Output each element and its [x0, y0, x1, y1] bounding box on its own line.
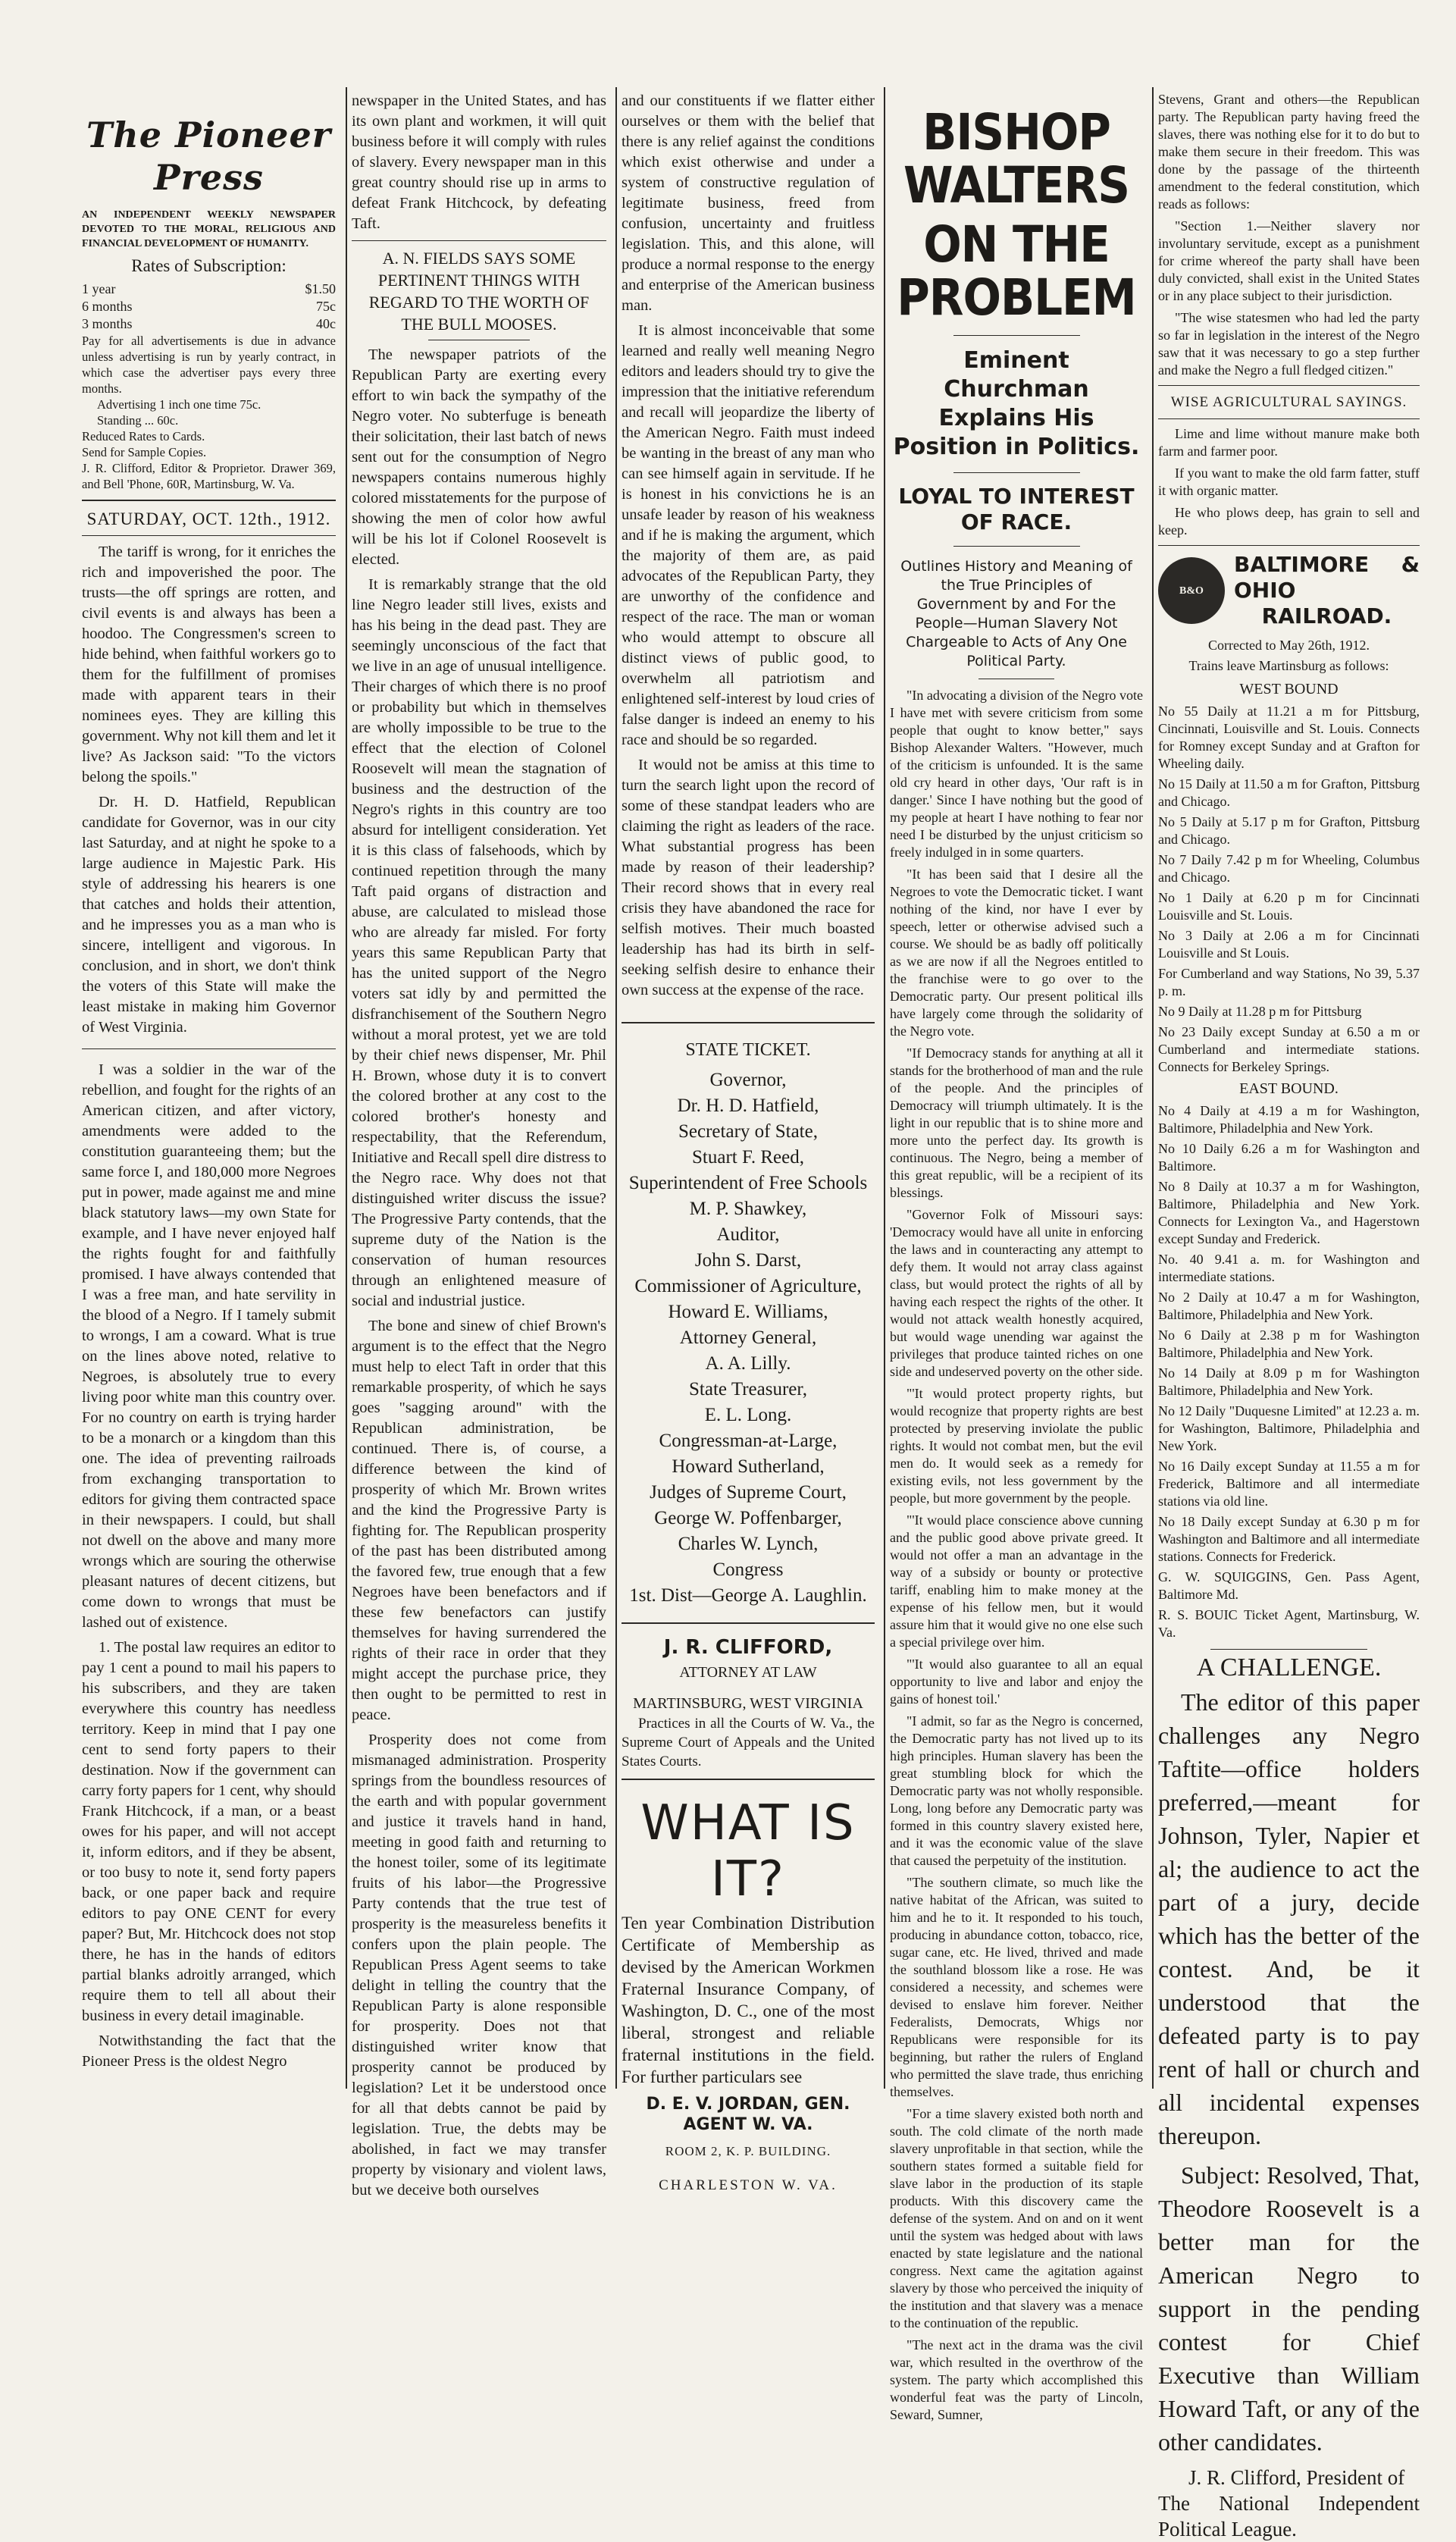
rate-row: 3 months 40c	[82, 316, 336, 331]
column-2	[352, 91, 606, 2199]
masthead: The Pioneer Press	[86, 114, 331, 198]
article-paragraph: "'It would also guarantee to all an equal opportunity to live and labor and enjoy the gains of honest toil.'	[890, 1657, 1143, 1707]
article-paragraph: "'It would place conscience above cunning and the public good above private greed. It would not offer a man an advantage in the way of a subsidy or bounty or protective tariff, enabling him to make money at the expense of his fellow men, but it would assure him that it would give no one else such a special privilege over him.	[890, 1512, 1143, 1650]
clifford-title: ATTORNEY AT LAW	[679, 1664, 817, 1681]
train-entry: No 9 Daily at 11.28 p m for Pittsburg	[1158, 1004, 1362, 1019]
ticket-line: Judges of Supreme Court,	[650, 1482, 847, 1503]
ticket-line: Superintendent of Free Schools	[628, 1173, 868, 1193]
ticket-line: Congressman-at-Large,	[659, 1431, 838, 1451]
editor-line: J. R. Clifford, Editor & Proprietor. Drawer 369, and Bell 'Phone, 60R, Martinsburg, W. Va.	[82, 461, 336, 491]
state-ticket-list	[622, 1067, 875, 1609]
article-paragraph: Prosperity does not come from mismanaged administration. Prosperity springs from the boundless resources of the earth and with popular government and justice it travels hand in hand, meeting in good faith and returning to the honest toiler, some of its legitimate fruits of his labor—the Progressive Party contends that the true test of prosperity is the measureless benefits it confers upon the plain people. The Republican Press Agent seems to take delight in telling the country that the Republican Party is alone responsible for prosperity. Does not that distinguished writer know that prosperity cannot be produced by legislation? Let it be understood once for all that debts cannot be paid by legislation. True, the debts may be abolished, in fact we may transfer property by visionary and violent laws, but we deceive both ourselves	[352, 1732, 606, 2199]
train-entry: No 2 Daily at 10.47 a m for Washington, Baltimore, Philadelphia and New York.	[1158, 1290, 1420, 1322]
ticket-line: George W. Poffenbarger,	[654, 1508, 842, 1528]
agent-line: R. S. BOUIC Ticket Agent, Martinsburg, W. Va.	[1158, 1607, 1420, 1640]
article-paragraph: It would not be amiss at this time to turn the search light upon the record of some of these standpat leaders who are claiming the right as leaders of the race. What substantial progress has been made by reason of their leadership? Their record shows that in every real crisis they have abandoned the race for selfish motives. Their much boasted leadership has had its birth in self-seeking selfish desire to enhance their own success at the expense of the race.	[622, 757, 875, 998]
editorial-paragraph: Notwithstanding the fact that the Pioneer Press is the oldest Negro	[82, 2033, 336, 2070]
rates-title: Rates of Subscription:	[131, 256, 287, 275]
what-is-it-heading: WHAT IS IT?	[640, 1795, 856, 1907]
train-entry: No 4 Daily at 4.19 a m for Washington, Baltimore, Philadelphia and New York.	[1158, 1103, 1420, 1136]
article-paragraph: "If Democracy stands for anything at all it stands for the brotherhood of man and the rule of the people. And the principles of Democracy will triumph ultimately. It is the light in our republic that is to shine more and more unto the perfect day. Its growth is continuous. The Negro, being a member of this great republic, will be a recipient of its blessings.	[890, 1045, 1143, 1200]
ticket-line: M. P. Shawkey,	[689, 1199, 807, 1219]
ticket-line: John S. Darst,	[694, 1250, 802, 1271]
standing-rate: Standing ... 60c.	[97, 413, 179, 428]
dateline: SATURDAY, OCT. 12th., 1912.	[86, 509, 331, 528]
divider	[622, 1622, 875, 1624]
west-bound-title: WEST BOUND	[1239, 681, 1339, 697]
reduced-rates: Reduced Rates to Cards.	[82, 429, 205, 444]
agent-room: ROOM 2, K. P. BUILDING.	[665, 2144, 831, 2158]
rate-row: 6 months 75c	[82, 299, 336, 314]
column-rule	[884, 87, 885, 2089]
railroad-leave: Trains leave Martinsburg as follows:	[1188, 658, 1389, 673]
saying: Lime and lime without manure make both farm and farmer poor.	[1158, 426, 1420, 459]
railroad-header	[1158, 552, 1420, 629]
challenge-paragraph: The editor of this paper challenges any Negro Taftite—office holders preferred,—meant for Johnson, Tyler, Napier et al; the audience to act the part of a jury, decide which has the better of the contest. And, be it understood that the defeated party is to pay rent of hall or church and all incidental expenses thereupon.	[1158, 1688, 1420, 2149]
article-headline: A. N. FIELDS SAYS SOME PERTINENT THINGS WITH REGARD TO THE WORTH OF THE BULL MOOSES.	[368, 249, 590, 334]
agent-name: D. E. V. JORDAN, GEN. AGENT W. VA.	[646, 2095, 850, 2134]
train-entry: No 8 Daily at 10.37 a m for Washington, Baltimore, Philadelphia and New York. Connects for Lexington Va., and Hagerstown except Sunday and Frederick.	[1158, 1179, 1420, 1246]
article-paragraph: It is remarkably strange that the old line Negro leader still lives, exists and has his being in the dead past. They are seemingly unconscious of the fact that we live in an age of unusual intelligence. Their charges of which there is no proof or probability but which in themselves are wholly impossible to be true to the effect that the election of Colonel Roosevelt will mean the stagnation of business and the destruction of the Negro's rights in this country are too absurd for intelligent consideration. Yet it is this class of falsehoods, which by continued repetition through the many Taft paid organs of distraction and abuse, are calculated to mislead those who are already far misled. For forty years this same Republican Party that has the united support of the Negro voters sat idly by and permitted the disfranchisement of the Southern Negro without a moral protest, yet we are told by their chief news dispenser, Mr. Phil H. Brown, whose duty it is to convert the colored brother at any cost to the colored brother's honesty and respectability, that the Referendum, Initiative and Recall spell dire distress to the Negro race. Why does not that distinguished writer discuss the issue? The Progressive Party contends, that the supreme duty of the Nation is the conservation of human resources through an enlightened measure of social and industrial justice.	[352, 576, 606, 1309]
ticket-line: State Treasurer,	[689, 1379, 807, 1400]
article-paragraph: "For a time slavery existed both north and south. The cold climate of the north made slavery unprofitable in that section, while the southern states formed a suitable field for slave labor in the production of its staple products. With this discovery came the defense of the system. And on and on it went until the system was hedged about with laws enacted by state legislature and the national congress. Next came the agitation against slavery by those who perceived the iniquity of the institution and that slavery was a menace to the continuation of the republic.	[890, 2106, 1143, 2330]
train-entry: No. 40 9.41 a. m. for Washington and intermediate stations.	[1158, 1252, 1420, 1284]
ticket-line: Howard Sutherland,	[672, 1456, 825, 1477]
train-entry: For Cumberland and way Stations, No 39, 5.37 p. m.	[1158, 966, 1420, 998]
sample-copies: Send for Sample Copies.	[82, 445, 207, 459]
ticket-line: E. L. Long.	[704, 1405, 792, 1425]
train-entry: No 5 Daily at 5.17 p m for Grafton, Pittsburg and Chicago.	[1158, 814, 1420, 847]
state-ticket-title: STATE TICKET.	[685, 1040, 811, 1060]
train-entry: No 55 Daily at 11.21 a m for Pittsburg, Cincinnati, Louisville and St. Louis. Connects for Romney except Sunday and at Grafton for Wheeling daily.	[1158, 704, 1420, 771]
clifford-practice: Practices in all the Courts of W. Va., the Supreme Court of Appeals and the United States Courts.	[622, 1716, 875, 1769]
east-bound-list	[1158, 1102, 1420, 1566]
divider	[1158, 545, 1420, 546]
article-paragraph: "The southern climate, so much like the native habitat of the African, was suited to him and he to it. It responded to his touch, producing in abundance cotton, tobacco, rice, sugar cane, etc. He lived, thrived and made the southland blossom like a rose. He was considered a necessity, and schemes were devised to enslave him forever. Neither Federalists, Democrats, Whigs nor Republicans were responsible for its beginning, but rather the rulers of England who permitted the slave trade, thus enriching themselves.	[890, 1875, 1143, 2099]
train-entry: No 12 Daily "Duquesne Limited" at 12.23 a. m. for Washington, Baltimore, Philadelphia and New York.	[1158, 1403, 1420, 1453]
article-paragraph: The newspaper patriots of the Republican Party are exerting every effort to win back the sympathy of the Negro voter. No subterfuge is beneath their solicitation, their last batch of news sent out for the consumption of Negro newspapers contains numerous highly colored misstatements for the purpose of showing the men of color how awful will be his lot if Colonel Roosevelt is elected.	[352, 346, 606, 568]
train-entry: No 18 Daily except Sunday at 6.30 p m for Washington and Baltimore and all intermediate stations. Connects for Frederick.	[1158, 1514, 1420, 1564]
ticket-line: Governor,	[709, 1070, 787, 1090]
headline-line-1: BISHOP WALTERS	[903, 103, 1129, 215]
clifford-name: J. R. CLIFFORD,	[663, 1636, 833, 1659]
ticket-line: A. A. Lilly.	[705, 1353, 791, 1374]
article-continued	[1158, 91, 1420, 379]
rates-list	[82, 281, 336, 333]
sayings-title: WISE AGRICULTURAL SAYINGS.	[1170, 394, 1407, 410]
headline-line-2: ON THE PROBLEM	[897, 215, 1136, 327]
challenge-body	[1158, 1685, 1420, 2459]
divider	[352, 240, 606, 241]
insurance-ad-text: Ten year Combination Distribution Certificate of Membership as devised by the American Workmen Fraternal Insurance Company, of Washington, D. C., one of the most liberal, strongest and reliable fraternal institutions in the field. For further particulars see	[622, 1914, 875, 2086]
article-paragraph: The bone and sinew of chief Brown's argument is to the effect that the Negro must help to elect Taft in order that this remarkable prosperity, of which he says goes "sagging around" with the Republican administration, be continued. There is, of course, a difference between the kind of prosperity of which Mr. Brown writes and the kind the Progressive Party is fighting for. The Republican prosperity of the past has been distributed among the favored few, true enough that a few Negroes have been benefactors and if these few benefactors can justify themselves for having surrendered the rights of their race in order that they might accept the purchase price, they then ought to be permitted to rest in peace.	[352, 1318, 606, 1723]
article-paragraph: "Section 1.—Neither slavery nor involuntary servitude, except as a punishment for crime whereof the party shall have been duly convicted, shall exist in the United States or in any place subject to their jurisdiction.	[1158, 218, 1420, 303]
column-1	[82, 91, 336, 2092]
divider	[82, 1048, 336, 1049]
ticket-line: Auditor,	[716, 1224, 780, 1245]
train-entry: No 23 Daily except Sunday at 6.50 a m or Cumberland and intermediate stations. Connects for Berkeley Springs.	[1158, 1024, 1420, 1074]
ticket-line: Dr. H. D. Hatfield,	[677, 1095, 819, 1116]
train-entry: No 3 Daily at 2.06 a m for Cincinnati Louisville and St Louis.	[1158, 928, 1420, 961]
headline-deck-2: LOYAL TO INTEREST OF RACE.	[898, 484, 1135, 534]
divider	[82, 500, 336, 501]
article-paragraph: "In advocating a division of the Negro vote I have met with severe criticism from some people that ought to know better," says Bishop Alexander Walters. "However, much of the criticism is unfounded. It is the same old cry heard in other days, 'Our raft is in danger.' Since I have nothing but the good of my people at heart I have nothing to fear nor need I be disturbed by the unjust criticism so freely indulged in in some quarters.	[890, 688, 1143, 860]
editorial-paragraph: Dr. H. D. Hatfield, Republican candidate for Governor, was in our city last Saturday, and at night he spoke to a large audience in Majestic Park. His style of addressing his hearers is one that catches and holds their attention, and he impresses you as a man who is sincere, intelligent and vigorous. In conclusion, and in short, we don't think the voters of this State will make the least mistake in making him Governor of West Virginia.	[82, 794, 336, 1036]
divider	[622, 1779, 875, 1780]
column-5	[1158, 91, 1420, 2540]
column-rule	[615, 87, 617, 2089]
west-bound-list	[1158, 703, 1420, 1076]
column-rule	[1152, 87, 1154, 2089]
article-summary: Outlines History and Meaning of the True Principles of Government by and For the People—Human Slavery Not Chargeable to Acts of Any One Political Party.	[900, 558, 1132, 669]
ticket-line: Stuart F. Reed,	[692, 1147, 804, 1168]
column-4	[890, 91, 1143, 2422]
railroad-corrected: Corrected to May 26th, 1912.	[1208, 638, 1370, 653]
train-entry: No 14 Daily at 8.09 p m for Washington Baltimore, Philadelphia and New York.	[1158, 1365, 1420, 1398]
agent-city: CHARLESTON W. VA.	[659, 2177, 838, 2193]
advertising-rate: Advertising 1 inch one time 75c.	[97, 397, 261, 412]
article-paragraph: "'It would protect property rights, but would recognize that property rights are best protected by preserving inviolate the public rights. It would not combat men, but the evil men do. It would seek as a remedy for existing evils, not less government by the people, but more government by the people.	[890, 1386, 1143, 1506]
divider	[1210, 1649, 1367, 1650]
article-paragraph: "The next act in the drama was the civil war, which resulted in the overthrow of the system. The party which accomplished this wonderful feat was the party of Lincoln, Seward, Sumner,	[890, 2337, 1143, 2422]
divider	[953, 546, 1080, 547]
ticket-line: Attorney General,	[679, 1327, 817, 1348]
train-entry: No 16 Daily except Sunday at 11.55 a m for Frederick, Baltimore and all intermediate stations via old line.	[1158, 1459, 1420, 1509]
article-paragraph: "It has been said that I desire all the Negroes to vote the Democratic ticket. I want nothing of the kind, nor have I ever by speech, letter or otherwise advised such a course. We should be as badly off politically as we are now if all the Negroes entitled to the franchise were to go over to the Democratic party. Our present political ills have largely come through the solidarity of the Negro vote.	[890, 867, 1143, 1039]
train-entry: No 7 Daily 7.42 p m for Wheeling, Columbus and Chicago.	[1158, 852, 1420, 885]
rate-row: 1 year $1.50	[82, 281, 336, 296]
article-paragraph: "Governor Folk of Missouri says: 'Democracy would have all unite in enforcing the laws and in counteracting any attempt to defy them. It would not array class against class, but would protect the rights of all by having each respect the rights of the other. It would not attack wealth honestly acquired, but would wage unending war against the privileges that produce tainted riches on one side and undeserved poverty on the other side.	[890, 1207, 1143, 1379]
masthead-description: AN INDEPENDENT WEEKLY NEWSPAPER DEVOTED TO THE MORAL, RELIGIOUS AND FINANCIAL DEVELOPMENT OF HUMANITY.	[82, 209, 336, 249]
divider	[622, 1022, 875, 1023]
article-paragraph: "I admit, so far as the Negro is concerned, the Democratic party has not lived up to its high principles. Human slavery has been the great stumbling block for which the Democratic party was not wholly responsible. Long, long before any Democratic party was formed in this country slavery existed here, and it was the economic value of the slave that caused the perpetuity of the institution.	[890, 1713, 1143, 1868]
article-paragraph: It is almost inconceivable that some learned and really well meaning Negro editors and leaders should try to give the impression that the initiative referendum and recall will jeopardize the liberty of the American Negro. Faith must indeed be wanting in the breast of any man who can see himself again in servitude. If he is honest in his convictions he is an unsafe leader by reason of his weakness and if he is making the argument, which the majority of them are, as paid advocates of the Republican Party, they are unworthy of the confidence and respect of the race. The man or woman who would attempt to obscure all distinct views of public good, to overwhelm all patriotism and enlightened self-interest by loud cries of false danger is indeed an enemy to his race and should be so regarded.	[622, 322, 875, 748]
divider	[1158, 385, 1420, 386]
east-bound-title: EAST BOUND.	[1239, 1080, 1339, 1097]
divider	[953, 335, 1080, 336]
train-entry: No 1 Daily at 6.20 p m for Cincinnati Louisville and St. Louis.	[1158, 890, 1420, 923]
headline-deck: Eminent Churchman Explains His Position in Politics.	[893, 347, 1140, 460]
editorial-paragraph: The tariff is wrong, for it enriches the rich and impoverished the poor. The trusts—the off springs are rotten, and civil events is and always has been a hoodoo. The Congressmen's screen to hide behind, when faithful workers go to them for the fulfillment of promises made with apparent tears in their nominees eyes. They are killing this government. Why not kill them and let it live? As Jackson said: "To the victors belong the spoils."	[82, 544, 336, 785]
column-3	[622, 91, 875, 2193]
railroad-title: BALTIMORE & OHIO RAILROAD.	[1234, 552, 1420, 628]
divider	[82, 535, 336, 536]
article-paragraph: "The wise statesmen who had led the party so far in legislation in the interest of the Negro saw that it was necessary to go a step further and make the Negro a full fledged citizen."	[1158, 310, 1420, 378]
article-body	[890, 687, 1143, 2424]
editorial-paragraph: I was a soldier in the war of the rebellion, and fought for the rights of an American citizen, and after victory, amendments were added to the constitution guaranteeing them; but the same force I, and 180,000 more Negroes put in power, made against me and mine black statutory laws—my own State for example, and I have never enjoyed half the rights fought for and faithfully promised. I have always contended that I was a free man, and hate servility in the blood of a Negro. If I tamely submit to wrongs, I am a coward. What is true on the lines above noted, relative to Negroes, is absolutely true to every living poor white man this country over. For no country on earth is trying harder to be a monarch or a kingdom than this one. The idea of preventing railroads from exchanging transportation to editors for giving them contracted space in their newspapers. I could, but shall not dwell on the above and many more wrongs which are souring the otherwise pleasant natures of decent citizens, but come down to wrongs that must be lashed out of existence.	[82, 1061, 336, 1631]
ticket-line: Commissioner of Agriculture,	[634, 1276, 862, 1296]
agent-line: G. W. SQUIGGINS, Gen. Pass Agent, Baltimore Md.	[1158, 1569, 1420, 1602]
editorial-paragraph: 1. The postal law requires an editor to pay 1 cent a pound to mail his papers to his subscribers, and they are taken everywhere this country has needless territory. Keep in mind that I pay one cent to send forty papers to their destination. Now if the government can carry forty papers for 1 cent, why should Frank Hitchcock, if a man, or a beast owes for his paper, and will not accept it, inform editors, and if they be absent, or too busy to note it, send forty papers back, or one paper back and require editors to pay ONE CENT for every paper? But, Mr. Hitchcock does not stop there, he has in the hands of editors partial blanks adroitly arranged, which require them to tell all about their business in every detail imaginable.	[82, 1639, 336, 2024]
saying: If you want to make the old farm fatter, stuff it with organic matter.	[1158, 465, 1420, 498]
ticket-line: Charles W. Lynch,	[678, 1534, 819, 1554]
state-ticket	[622, 1037, 875, 1609]
divider	[953, 472, 1080, 473]
sayings-list	[1158, 425, 1420, 539]
signature-line: The National Independent Political League.	[1158, 2492, 1420, 2540]
article-paragraph: and our constituents if we flatter either ourselves or them with the belief that there is any relief against the conditions which exist otherwise and under a system of constructive regulation of legitimate business, freed from confusion, uncertainty and fruitless legislation. This, and this alone, will produce a normal response to the energy and enterprise of the American business man.	[622, 92, 875, 314]
ticket-line: Howard E. Williams,	[668, 1302, 828, 1322]
rates-note: Pay for all advertisements is due in advance unless advertising is run by yearly contract, in which case the advertiser pays every three months.	[82, 334, 336, 396]
signature-line: J. R. Clifford, President of	[1188, 2466, 1405, 2489]
challenge-paragraph: Subject: Resolved, That, Theodore Roosevelt is a better man for the American Negro to support in the pending contest for Chief Executive than William Howard Taft, or any of the other candidates.	[1158, 2161, 1420, 2456]
train-entry: No 15 Daily at 11.50 a m for Grafton, Pittsburg and Chicago.	[1158, 776, 1420, 809]
ticket-line: Secretary of State,	[678, 1121, 818, 1142]
ticket-line: 1st. Dist—George A. Laughlin.	[629, 1585, 867, 1606]
article-paragraph: newspaper in the United States, and has its own plant and workmen, it will quit business before it will comply with rules of slavery. Every newspaper man in this great country should rise up in arms to defeat Frank Hitchcock, by defeating Taft.	[352, 92, 606, 232]
clifford-city: MARTINSBURG, WEST VIRGINIA	[633, 1695, 863, 1712]
article-paragraph: Stevens, Grant and others—the Republican party. The Republican party having freed the slaves, there was nothing else for it to do but to make them secure in their freedom. This was done by the passage of the thirteenth amendment to the federal constitution, which reads as follows:	[1158, 92, 1420, 212]
train-entry: No 6 Daily at 2.38 p m for Washington Baltimore, Philadelphia and New York.	[1158, 1327, 1420, 1360]
ticket-line: Congress	[712, 1559, 784, 1580]
train-entry: No 10 Daily 6.26 a m for Washington and Baltimore.	[1158, 1141, 1420, 1174]
column-rule	[346, 87, 347, 2089]
railroad-logo: B&O	[1158, 557, 1225, 624]
challenge-title: A CHALLENGE.	[1196, 1653, 1382, 1682]
divider	[1158, 418, 1420, 419]
saying: He who plows deep, has grain to sell and keep.	[1158, 505, 1420, 538]
